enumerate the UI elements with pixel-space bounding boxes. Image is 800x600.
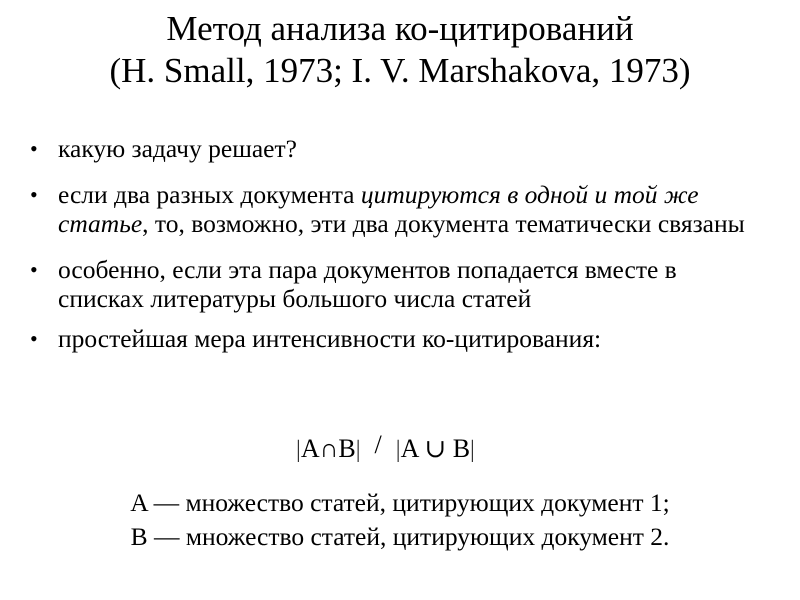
definition-a: A — множество статей, цитирующих документ 1; [130, 488, 670, 517]
definitions [0, 486, 800, 554]
page-title [0, 8, 800, 92]
bullet-item-2 [28, 180, 748, 239]
bullet-text: особенно, если эта пара документов попадается вместе в списках литературы большого числа статей [58, 254, 677, 313]
bullet-item-3 [28, 255, 748, 314]
title-line-2: (H. Small, 1973; I. V. Marshakova, 1973) [109, 51, 691, 90]
abs-bar-left: | [296, 437, 301, 463]
abs-bar-right: | [470, 437, 475, 463]
bullet-text-post: , то, возможно, эти два документа тематически связаны [142, 209, 745, 238]
formula-intersection: A∩B [300, 434, 356, 463]
title-line-1: Метод анализа ко-цитирований [166, 9, 634, 48]
formula-slash: / [374, 430, 382, 459]
bullet-text: какую задачу решает? [58, 134, 297, 163]
formula-union: A ∪ B [400, 434, 471, 463]
cocitation-formula [296, 430, 475, 465]
definition-b: B — множество статей, цитирующих документ 2. [130, 522, 670, 551]
bullet-item-4 [28, 324, 748, 354]
bullet-item-1 [28, 134, 748, 164]
bullet-text-italic: цитируются в одной и той же статье [58, 179, 699, 238]
bullet-text-pre: если два разных документа [58, 179, 361, 209]
abs-bar-left: | [395, 437, 401, 463]
bullet-list [28, 134, 748, 353]
bullet-text: простейшая мера интенсивности ко-цитирования: [58, 323, 602, 353]
abs-bar-right: | [355, 437, 361, 463]
